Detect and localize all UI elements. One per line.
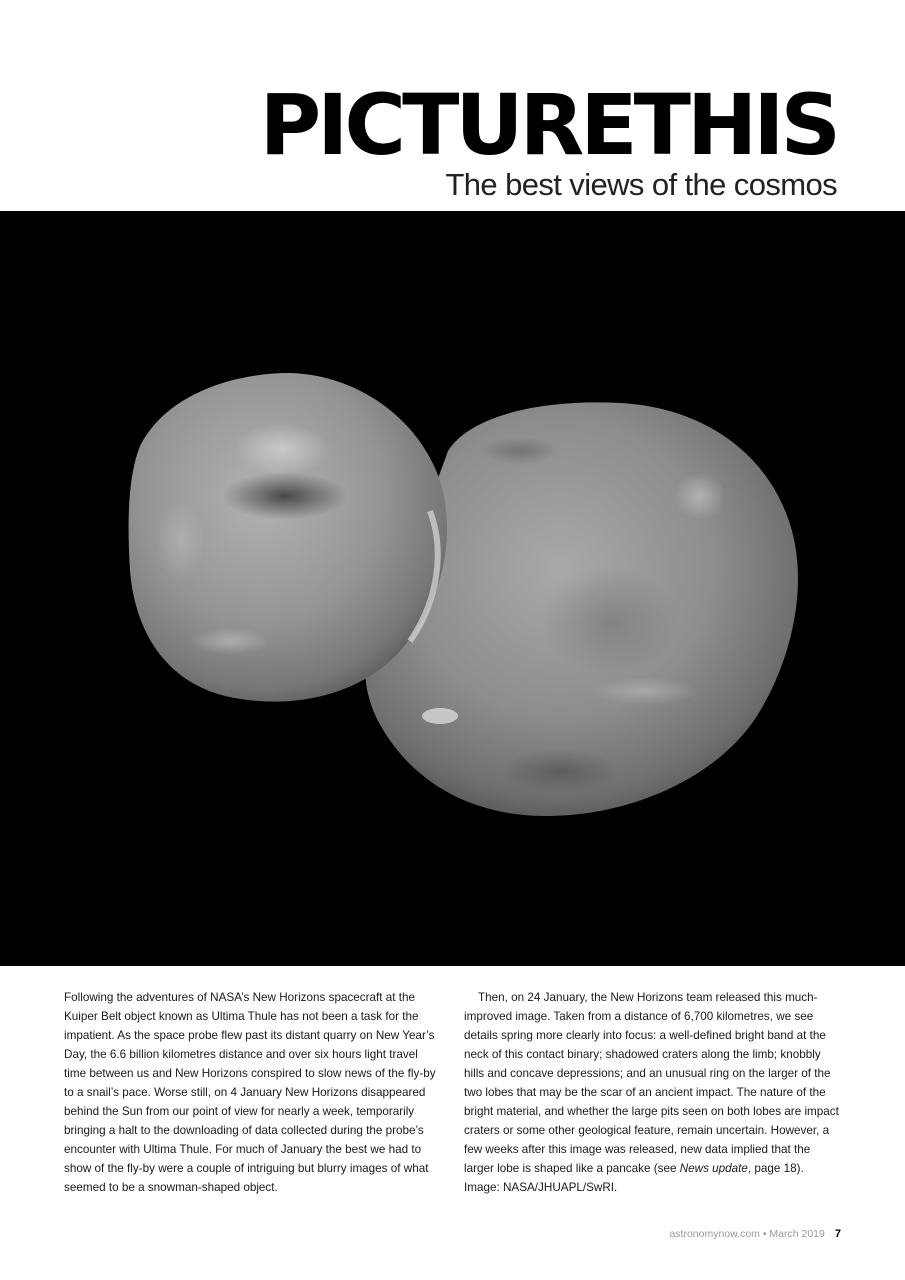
masthead-subtitle: The best views of the cosmos (445, 167, 837, 202)
cross-reference: News update (679, 1162, 748, 1175)
ultima-thule-illustration (0, 211, 905, 966)
article-column-1 (64, 988, 440, 1197)
article-paragraph-2-end: , page 18). Image: NASA/JHUAPL/SwRI. (464, 1162, 804, 1194)
article-paragraph-2: Then, on 24 January, the New Horizons team released this much-improved image. Taken from a distance of 6,700 kilometres, we see details spring more clearly into focus: a well-defined bright band at the neck of this contact binary; shadowed craters along the limb; knobbly hills and concave depressions; and an unusual ring on the larger of the two lobes that may be the scar of an ancient impact. The nature of the bright material, and whether the large pits seen on both lobes are impact craters or some other geological feature, remain uncertain. However, a few weeks after this image was released, new data implied that the larger lobe is shaped like a pancake (see (464, 991, 839, 1175)
article-body (64, 988, 841, 1197)
masthead (259, 76, 837, 202)
footer-site-date: astronomynow.com • March 2019 (669, 1228, 825, 1240)
page-number: 7 (834, 1228, 841, 1240)
page-footer (669, 1228, 841, 1240)
masthead-title: PICTURETHIS (259, 76, 837, 174)
article-column-2 (464, 988, 841, 1197)
article-paragraph-1: Following the adventures of NASA’s New Horizons spacecraft at the Kuiper Belt object known as Ultima Thule has not been a task for the impatient. As the space probe flew past its distant quarry on New Year’s Day, the 6.6 billion kilometres distance and over six hours light travel time between us and New Horizons conspired to slow news of the fly-by to a snail’s pace. Worse still, on 4 January New Horizons disappeared behind the Sun from our point of view for nearly a week, temporarily bringing a halt to the downloading of data collected during the probe’s encounter with Ultima Thule. For much of January the best we had to show of the fly-by were a couple of intriguing but blurry images of what seemed to be a snowman-shaped object. (64, 991, 436, 1194)
hero-image (0, 211, 905, 966)
